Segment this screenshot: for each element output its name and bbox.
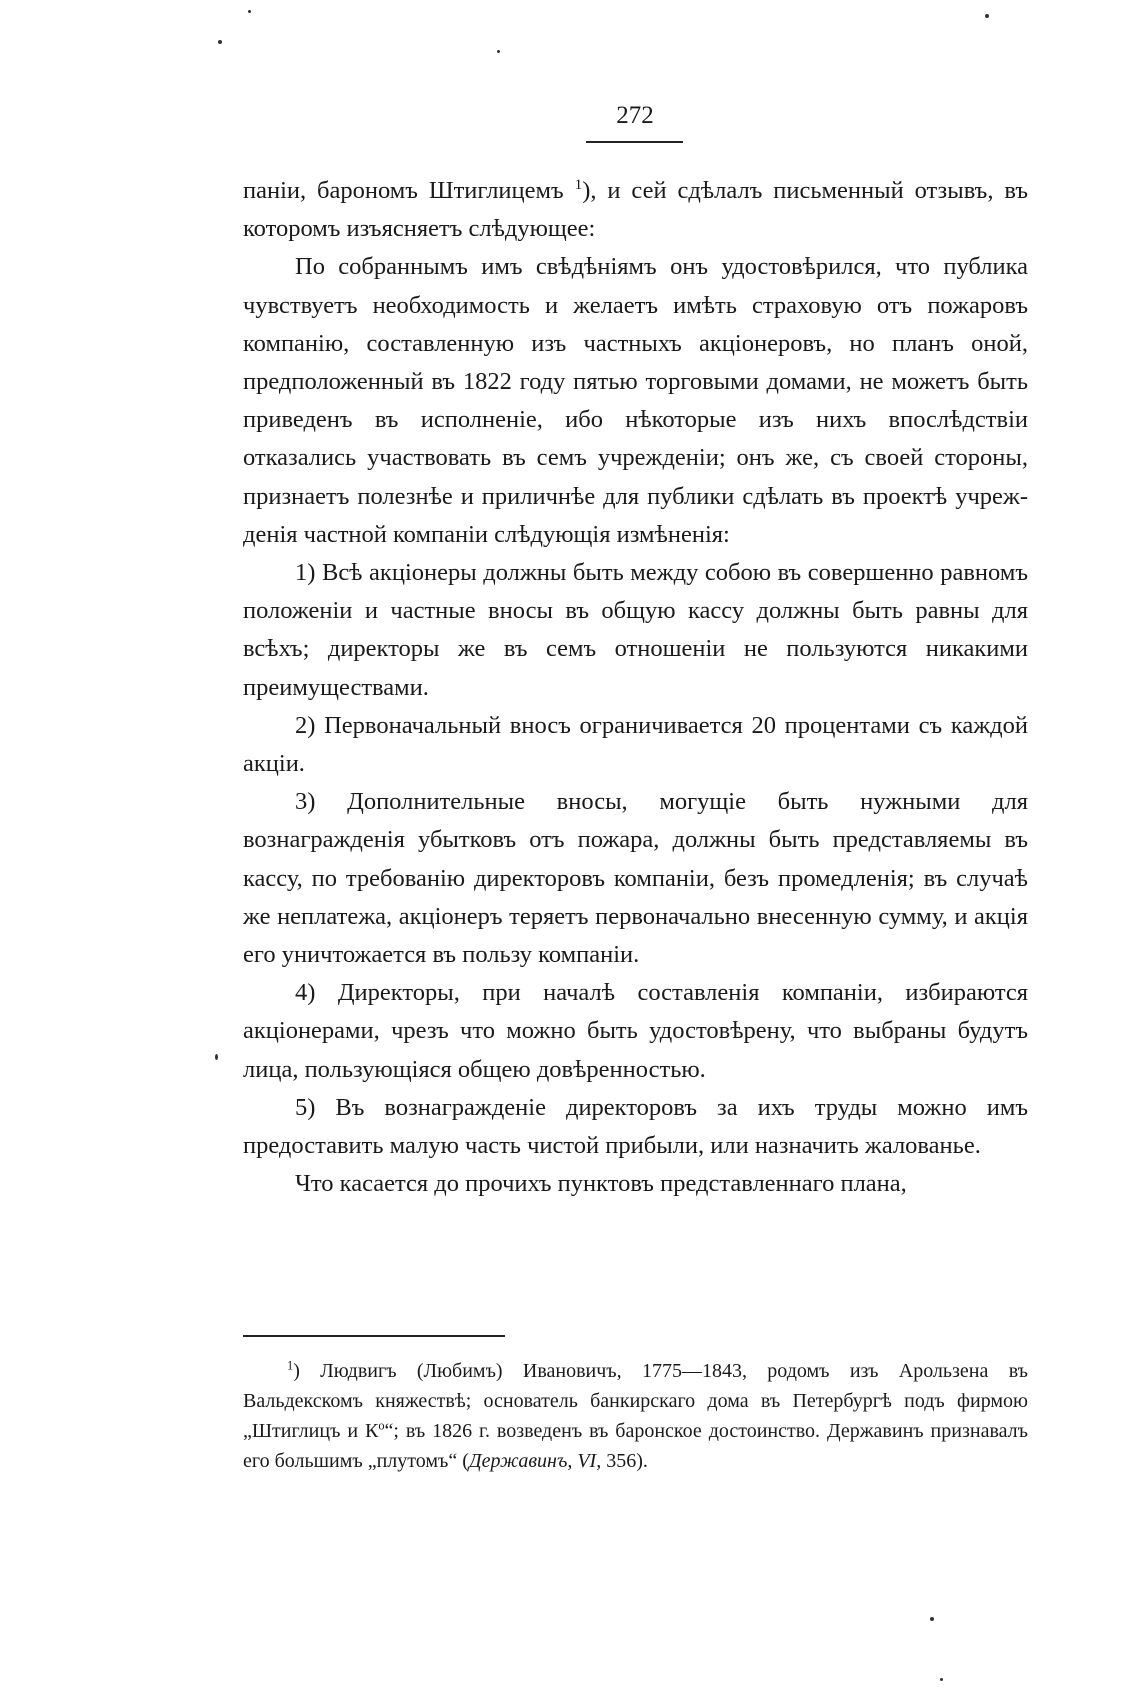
scan-speck bbox=[218, 40, 222, 44]
footnote-text: “; въ 1826 г. возведенъ въ баронское достоинство. Державинъ признавалъ его большимъ „плутомъ“ ( bbox=[243, 1420, 1028, 1472]
text-run: ), и сей сдѣлалъ письменный отзывъ, въ которомъ изъясняетъ слѣдующее: bbox=[243, 177, 1028, 243]
footnote-superscript-o: о bbox=[378, 1418, 385, 1433]
list-item-2: 2) Первоначальный вносъ ограничивается 20 процентами съ каждой акціи. bbox=[243, 711, 1028, 778]
list-item-1: 1) Всѣ акціонеры должны быть между собою въ совершенно равномъ положеніи и частные вносы въ общую кассу должны быть равны для всѣхъ; директоры же въ семъ отношеніи не пользуются никакими преимуществами. bbox=[243, 559, 1028, 701]
paragraph-continuation bbox=[243, 172, 1028, 248]
page-number: 272 bbox=[616, 102, 654, 129]
footnote-marker: 1 bbox=[287, 1358, 294, 1373]
list-item-4: 4) Директоры, при началѣ составленія компаніи, избираются акціонерами, чрезъ что можно быть удостовѣрену, что выбраны будутъ лица, пользующіяся общею довѣренностью. bbox=[243, 979, 1028, 1083]
text-run: паніи, барономъ Штиглицемъ bbox=[243, 177, 575, 204]
page-number-rule bbox=[586, 141, 683, 143]
scan-speck bbox=[215, 1054, 218, 1060]
footnote-text: ) Людвигъ (Любимъ) Ивановичъ, 1775—1843, родомъ изъ Арользена въ Вальдекскомъ княжествѣ; основатель банкирскаго дома въ Петербургѣ подъ фирмою „Штиглицъ и К bbox=[243, 1360, 1028, 1442]
scan-speck bbox=[985, 14, 989, 18]
footnote-1 bbox=[243, 1356, 1028, 1476]
scan-speck bbox=[497, 50, 500, 53]
scan-speck bbox=[930, 1617, 934, 1621]
scan-speck bbox=[248, 10, 251, 13]
footnote-text: 356). bbox=[601, 1450, 648, 1472]
list-item-5: 5) Въ вознагражденіе директоровъ за ихъ труды можно имъ предоставить малую часть чистой прибыли, или назначить жалованье. bbox=[243, 1093, 1028, 1160]
footnote-rule bbox=[243, 1335, 505, 1337]
body-text bbox=[243, 172, 1028, 1203]
paragraph-baron-opinion: По собраннымъ имъ свѣдѣніямъ онъ удостовѣрился, что публика чувствуетъ необходимость и желаетъ имѣть страховую отъ пожаровъ компанію, составленную изъ частныхъ акціонеровъ, но планъ оной, предположенный въ 1822 году пятью торговыми домами, не можетъ быть приведенъ въ исполненіе, ибо нѣкоторые изъ нихъ впослѣдствіи отказались участвовать въ семъ учрежденіи; онъ же, съ своей стороны, признаетъ полезнѣе и приличнѣе для публики сдѣлать въ проектѣ учрежденія частной компаніи слѣдующія измѣненія: bbox=[243, 253, 1028, 548]
scan-speck bbox=[940, 1678, 943, 1681]
footnote-reference: 1 bbox=[574, 175, 583, 193]
paragraph-closing: Что касается до прочихъ пунктовъ представленнаго плана, bbox=[295, 1170, 907, 1198]
footnote-citation: Державинъ, VI, bbox=[468, 1450, 602, 1472]
footnotes bbox=[243, 1356, 1028, 1476]
list-item-3: 3) Дополнительные вносы, могущіе быть нужными для вознагражденія убытковъ отъ пожара, должны быть представляемы въ кассу, по требованію директоровъ компаніи, безъ промедленія; въ случаѣ же неплатежа, акціонеръ теряетъ первоначально внесенную сумму, и акція его уничтожается въ пользу компаніи. bbox=[243, 788, 1028, 969]
